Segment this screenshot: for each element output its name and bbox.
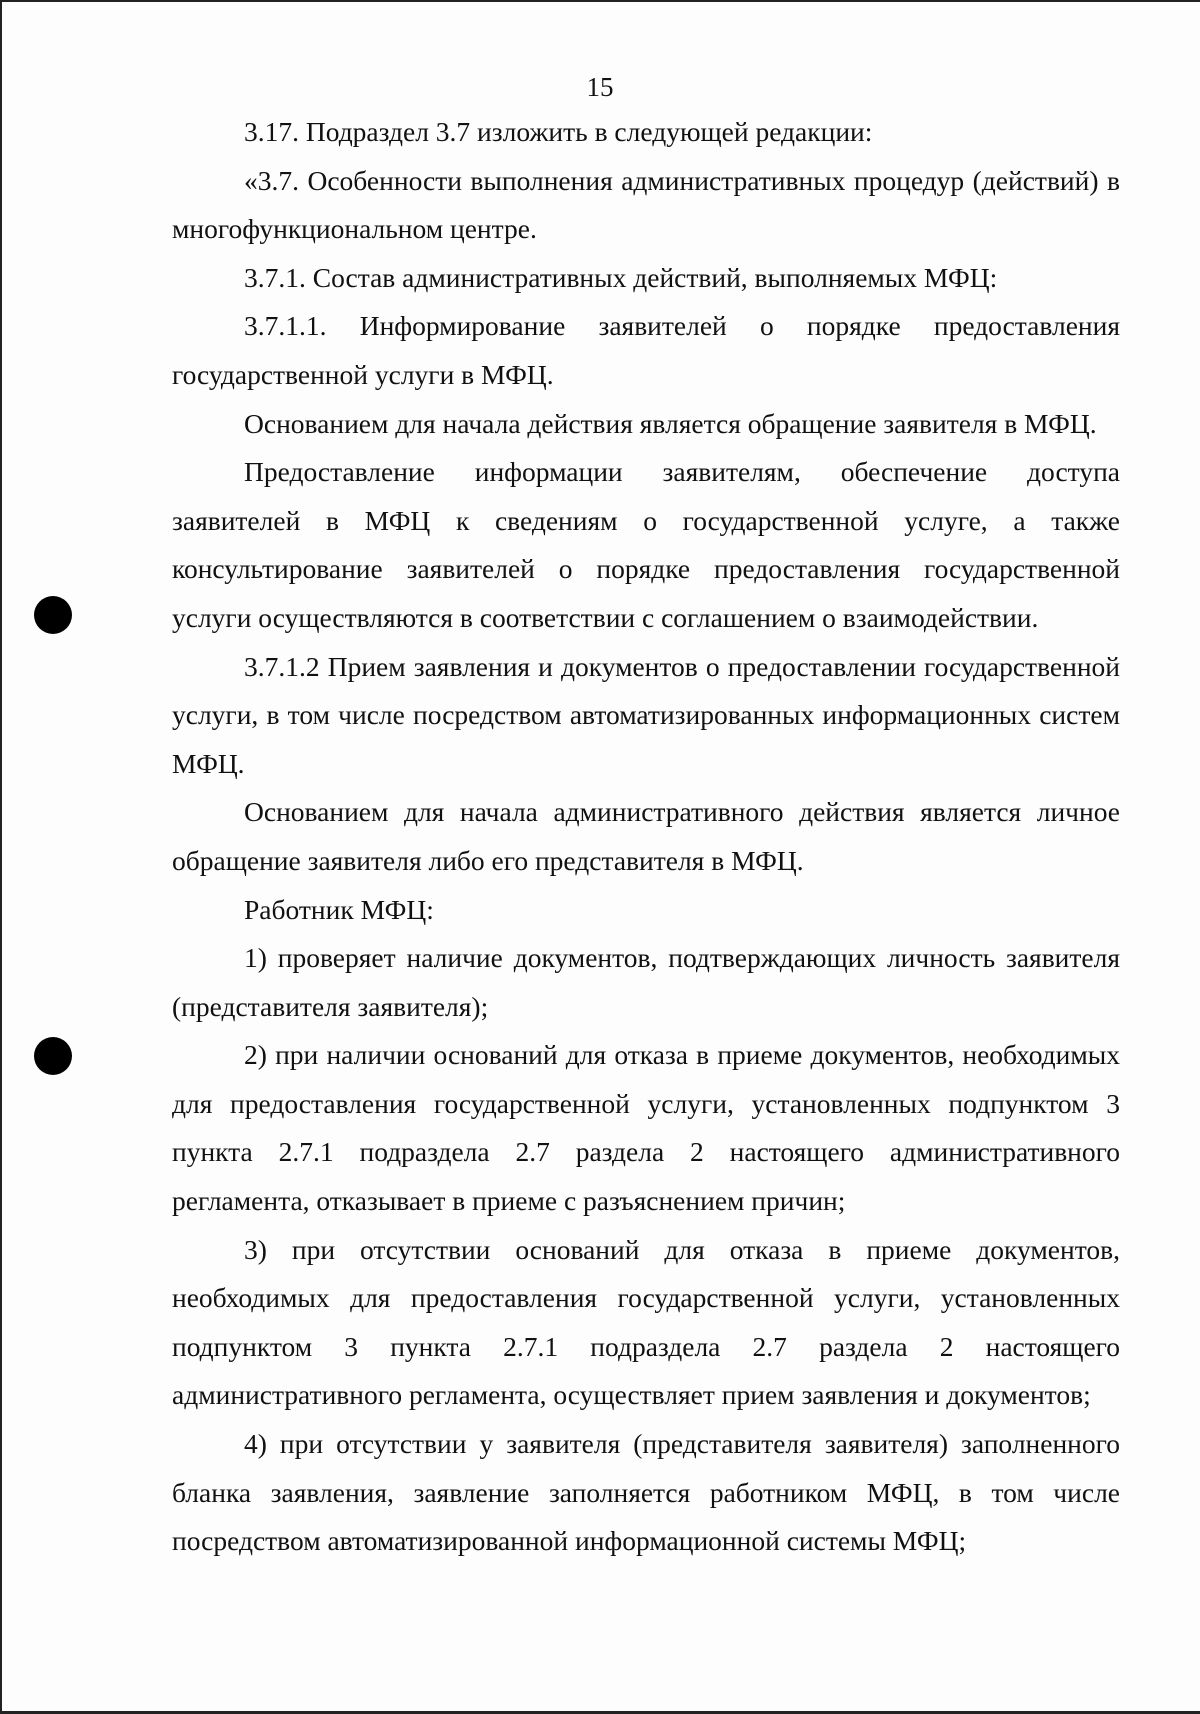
- list-item-4: 4) при отсутствии у заявителя (представителя заявителя) заполненного бланка заявления, заявление заполняется работником МФЦ, в том числе посредством автоматизированной информационной системы МФЦ;: [172, 1428, 1120, 1557]
- list-item-1: 1) проверяет наличие документов, подтверждающих личность заявителя (представителя заявителя);: [172, 942, 1120, 1022]
- paragraph-worker-heading: Работник МФЦ:: [244, 893, 434, 925]
- paragraph-application-receipt: 3.7.1.2 Прием заявления и документов о предоставлении государственной услуги, в том числе посредством автоматизированных информационных систем МФЦ.: [172, 650, 1120, 779]
- paragraph-information-provision: Предоставление информации заявителям, обеспечение доступа заявителей в МФЦ к сведениям о государственной услуге, а также консультирование заявителей о порядке предоставления государственной услуги осуществляются в соответствии с соглашением о взаимодействии.: [172, 456, 1120, 633]
- list-item-3: 3) при отсутствии оснований для отказа в приеме документов, необходимых для предоставления государственной услуги, установленных подпунктом 3 пункта 2.7.1 подраздела 2.7 раздела 2 настоящего административного регламента, осуществляет прием заявления и документов;: [172, 1233, 1120, 1411]
- list-item-2: 2) при наличии оснований для отказа в приеме документов, необходимых для предоставления государственной услуги, установленных подпунктом 3 пункта 2.7.1 подраздела 2.7 раздела 2 настоящего административного регламента, отказывает в приеме с разъяснением причин;: [172, 1039, 1120, 1217]
- punch-hole-top: [34, 596, 72, 634]
- paragraph-informing: 3.7.1.1. Информирование заявителей о порядке предоставления государственной услуги в МФЦ.: [172, 310, 1120, 390]
- page-number: 15: [586, 72, 614, 102]
- paragraph-receipt-basis: Основанием для начала административного действия является личное обращение заявителя либо его представителя в МФЦ.: [172, 796, 1120, 876]
- scan-edge-top: [0, 0, 1200, 2]
- paragraph-informing-basis: Основанием для начала действия является обращение заявителя в МФЦ.: [244, 407, 1097, 439]
- punch-hole-bottom: [34, 1037, 72, 1075]
- paragraph-amendment-intro: 3.17. Подраздел 3.7 изложить в следующей редакции:: [244, 116, 873, 147]
- document-body: [172, 108, 1120, 1566]
- scan-edge-left: [0, 0, 2, 1714]
- paragraph-section-title: «3.7. Особенности выполнения административных процедур (действий) в многофункциональном центре.: [172, 164, 1120, 245]
- paragraph-actions-list-heading: 3.7.1. Состав административных действий, выполняемых МФЦ:: [244, 261, 998, 293]
